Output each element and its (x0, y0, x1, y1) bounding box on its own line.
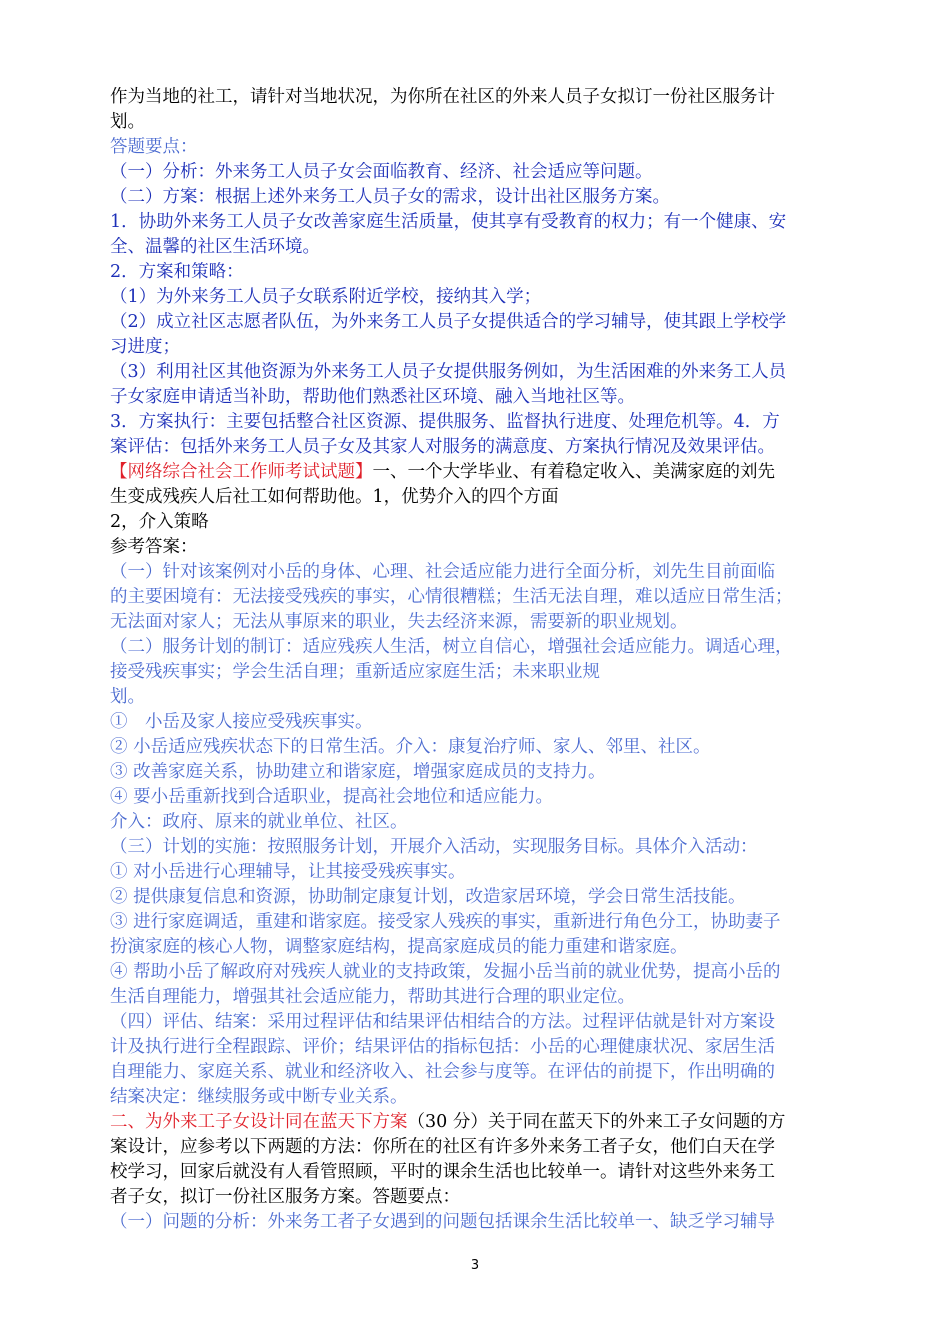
text-segment: （四）评估、结案：采用过程评估和结果评估相结合的方法。过程评估就是针对方案设 (110, 1012, 775, 1032)
text-segment: 划。 (110, 687, 145, 707)
text-segment: 划。 (110, 112, 145, 132)
text-line (110, 560, 855, 585)
text-line (110, 1110, 855, 1135)
highlighted-heading: 【网络综合社会工作师考试试题】 (110, 462, 373, 482)
text-line (110, 1010, 855, 1035)
text-line (110, 710, 855, 735)
text-segment: （二）服务计划的制订：适应残疾人生活，树立自信心，增强社会适应能力。调适心理， (110, 637, 793, 657)
text-line (110, 510, 855, 535)
text-line (110, 810, 855, 835)
text-segment: （2）成立社区志愿者队伍，为外来务工人员子女提供适合的学习辅导，使其跟上学校学 (110, 312, 787, 332)
text-segment: 答题要点： (110, 137, 198, 157)
text-line (110, 935, 855, 960)
text-segment: ① 小岳及家人接应受残疾事实。 (110, 712, 373, 732)
text-line (110, 360, 855, 385)
text-segment: 一、一个大学毕业、有着稳定收入、美满家庭的刘先 (372, 462, 775, 482)
text-line (110, 585, 855, 610)
text-segment: （一）针对该案例对小岳的身体、心理、社会适应能力进行全面分析，刘先生目前面临 (110, 562, 775, 582)
text-line (110, 985, 855, 1010)
text-line (110, 210, 855, 235)
text-segment: 计及执行进行全程跟踪、评价；结果评估的指标包括：小岳的心理健康状况、家居生活 (110, 1037, 775, 1057)
text-segment: 生活自理能力，增强其社会适应能力，帮助其进行合理的职业定位。 (110, 987, 635, 1007)
text-line (110, 735, 855, 760)
text-line (110, 1135, 855, 1160)
text-segment: ② 小岳适应残疾状态下的日常生活。介入：康复治疗师、家人、邻里、社区。 (110, 737, 711, 757)
text-segment: （3）利用社区其他资源为外来务工人员子女提供服务例如，为生活困难的外来务工人员 (110, 362, 787, 382)
text-segment: 案设计，应参考以下两题的方法：你所在的社区有许多外来务工者子女，他们白天在学 (110, 1137, 775, 1157)
text-segment: ③ 改善家庭关系，协助建立和谐家庭，增强家庭成员的支持力。 (110, 762, 606, 782)
text-line (110, 160, 855, 185)
text-segment: 自理能力、家庭关系、就业和经济收入、社会参与度等。在评估的前提下，作出明确的 (110, 1062, 775, 1082)
highlighted-heading: 二、为外来工子女设计同在蓝天下方案 (110, 1112, 408, 1132)
text-line (110, 435, 855, 460)
text-line (110, 335, 855, 360)
text-line (110, 1185, 855, 1210)
text-line (110, 1160, 855, 1185)
text-segment: 作为当地的社工，请针对当地状况，为你所在社区的外来人员子女拟订一份社区服务计 (110, 87, 775, 107)
text-line (110, 1035, 855, 1060)
text-segment: 扮演家庭的核心人物，调整家庭结构，提高家庭成员的能力重建和谐家庭。 (110, 937, 688, 957)
text-line (110, 885, 855, 910)
text-segment: 2．方案和策略： (110, 262, 244, 282)
text-segment: 全、温馨的社区生活环境。 (110, 237, 320, 257)
text-line (110, 910, 855, 935)
text-line (110, 110, 855, 135)
document-body (110, 85, 855, 1235)
text-line (110, 410, 855, 435)
text-line (110, 85, 855, 110)
text-segment: 的主要困境有：无法接受残疾的事实，心情很糟糕；生活无法自理，难以适应日常生活； (110, 587, 793, 607)
text-line (110, 610, 855, 635)
text-line (110, 535, 855, 560)
text-line (110, 185, 855, 210)
text-segment: ④ 帮助小岳了解政府对残疾人就业的支持政策，发掘小岳当前的就业优势，提高小岳的 (110, 962, 781, 982)
text-segment: 结案决定：继续服务或中断专业关系。 (110, 1087, 408, 1107)
text-segment: 介入：政府、原来的就业单位、社区。 (110, 812, 408, 832)
text-segment: 无法面对家人；无法从事原来的职业，失去经济来源，需要新的职业规划。 (110, 612, 688, 632)
text-line (110, 960, 855, 985)
text-segment: 1．协助外来务工人员子女改善家庭生活质量，使其享有受教育的权力；有一个健康、安 (110, 212, 787, 232)
text-line (110, 1060, 855, 1085)
text-line (110, 485, 855, 510)
text-line (110, 635, 855, 660)
text-line (110, 785, 855, 810)
text-segment: 3．方案执行：主要包括整合社区资源、提供服务、监督执行进度、处理危机等。4．方 (110, 412, 780, 432)
text-line (110, 760, 855, 785)
text-line (110, 460, 855, 485)
text-line (110, 235, 855, 260)
text-segment: 子女家庭申请适当补助，帮助他们熟悉社区环境、融入当地社区等。 (110, 387, 635, 407)
text-segment: （1）为外来务工人员子女联系附近学校，接纳其入学； (110, 287, 542, 307)
text-line (110, 685, 855, 710)
text-segment: ② 提供康复信息和资源，协助制定康复计划，改造家居环境，学会日常生活技能。 (110, 887, 746, 907)
text-line (110, 1210, 855, 1235)
text-line (110, 285, 855, 310)
text-segment: （一）问题的分析：外来务工者子女遇到的问题包括课余生活比较单一、缺乏学习辅导 (110, 1212, 775, 1232)
text-line (110, 310, 855, 335)
text-segment: 案评估：包括外来务工人员子女及其家人对服务的满意度、方案执行情况及效果评估。 (110, 437, 775, 457)
text-segment: （三）计划的实施：按照服务计划，开展介入活动，实现服务目标。具体介入活动： (110, 837, 758, 857)
text-segment: ③ 进行家庭调适，重建和谐家庭。接受家人残疾的事实，重新进行角色分工，协助妻子 (110, 912, 781, 932)
text-segment: （一）分析：外来务工人员子女会面临教育、经济、社会适应等问题。 (110, 162, 653, 182)
text-line (110, 1085, 855, 1110)
text-segment: 校学习，回家后就没有人看管照顾，平时的课余生活也比较单一。请针对这些外来务工 (110, 1162, 775, 1182)
text-segment: 参考答案： (110, 537, 198, 557)
text-segment: ① 对小岳进行心理辅导，让其接受残疾事实。 (110, 862, 466, 882)
text-line (110, 385, 855, 410)
text-line (110, 835, 855, 860)
text-line (110, 135, 855, 160)
text-segment: ④ 要小岳重新找到合适职业，提高社会地位和适应能力。 (110, 787, 554, 807)
text-line (110, 860, 855, 885)
text-segment: 生变成残疾人后社工如何帮助他。1，优势介入的四个方面 (110, 487, 559, 507)
page-number: 3 (470, 1258, 480, 1273)
text-line (110, 260, 855, 285)
text-line (110, 660, 855, 685)
text-segment: 习进度； (110, 337, 180, 357)
text-segment: （二）方案：根据上述外来务工人员子女的需求，设计出社区服务方案。 (110, 187, 670, 207)
text-segment: 2，介入策略 (110, 512, 209, 532)
text-segment: 者子女，拟订一份社区服务方案。答题要点： (110, 1187, 460, 1207)
text-segment: （30 分）关于同在蓝天下的外来工子女问题的方 (407, 1112, 786, 1132)
text-segment: 接受残疾事实；学会生活自理；重新适应家庭生活；未来职业规 (110, 662, 600, 682)
